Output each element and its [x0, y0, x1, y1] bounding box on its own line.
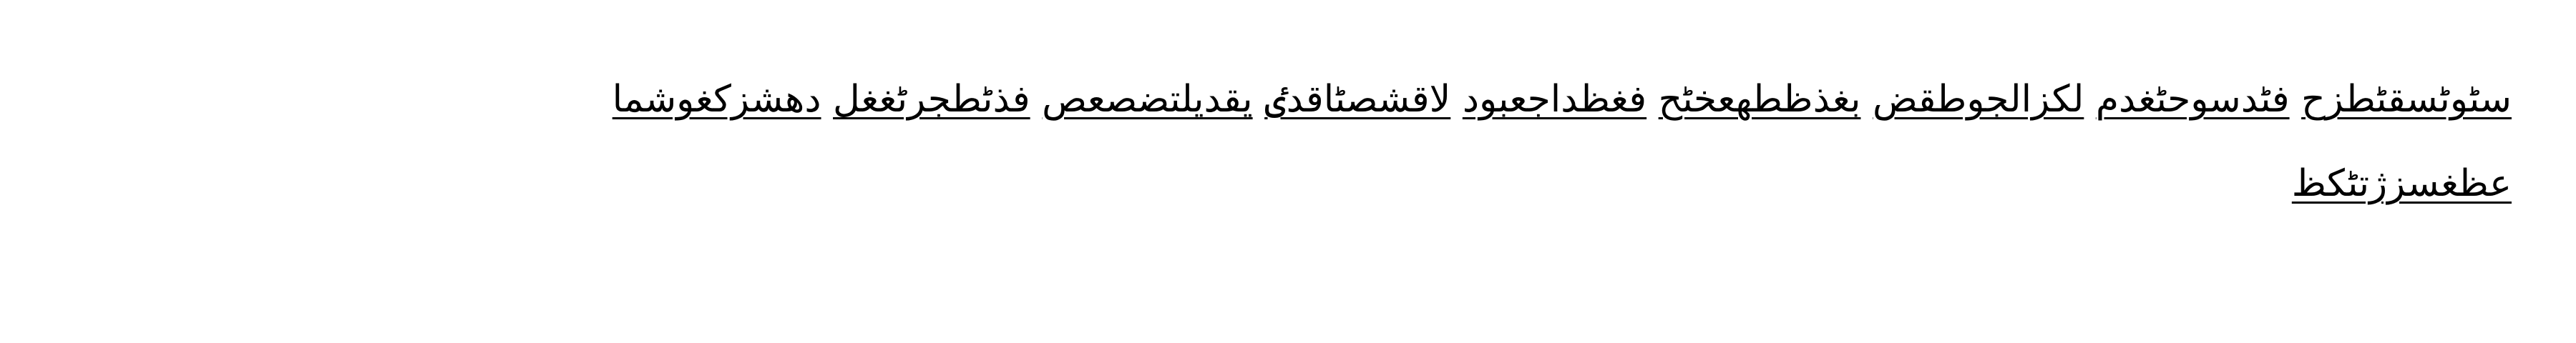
word-7: يقديلتضصعص: [1042, 78, 1253, 121]
word-10: عظغسزژتٹكظ: [2291, 162, 2512, 205]
word-8: فذٹطجرٹغغل: [833, 78, 1030, 121]
word-1: سٹوٹسقٹطزح: [2301, 78, 2512, 121]
word-3: لكزالجوطقض: [1872, 78, 2084, 121]
word-5: فغظداجعبود: [1462, 78, 1647, 121]
word-6: لاقشصٹاقدٸ: [1264, 78, 1451, 121]
word-9: دهشزكغوشما: [612, 78, 821, 121]
text-paragraph: [193, 57, 2512, 226]
word-2: فٹدسوحٹغدم: [2095, 78, 2290, 121]
word-4: بغذظطهعخٹح: [1658, 78, 1861, 121]
